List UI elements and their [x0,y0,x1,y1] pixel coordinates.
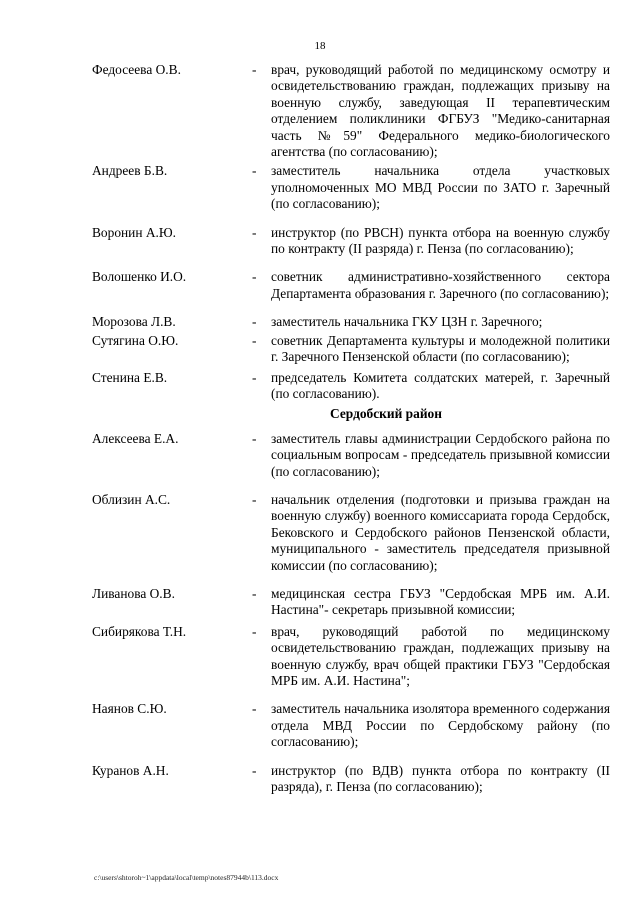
member-role: инструктор (по ВДВ) пункта отбора по контракту (II разряда), г. Пенза (по согласованию); [271,762,610,795]
member-role: председатель Комитета солдатских матерей, г. Заречный (по согласованию). [271,369,610,401]
member-role: врач, руководящий работой по медицинскому освидетельствованию граждан, подлежащих призыву на военную службу, врач общей практики ГБУЗ "Сердобская МРБ им. А.И. Настина"; [271,623,610,688]
entry-dash: - [252,163,257,179]
member-name: Сибирякова Т.Н. [92,623,187,639]
member-name: Сутягина О.Ю. [92,332,179,348]
member-entry [92,314,610,330]
entry-dash: - [252,623,257,639]
member-role: советник административно-хозяйственного сектора Департамента образования г. Заречного (по согласованию); [271,269,610,301]
member-entry [92,701,610,750]
member-name: Наянов С.Ю. [92,701,167,717]
entry-dash: - [252,62,257,77]
member-name: Стенина Е.В. [92,369,168,385]
entry-dash: - [252,369,257,385]
member-name: Морозова Л.В. [92,314,176,330]
member-entry [92,370,610,403]
member-name: Облизин А.С. [92,491,171,507]
member-name: Куранов А.Н. [92,762,169,778]
footer-file-path: c:\users\shtoroh~1\appdata\local\temp\notes87944b\113.docx [94,873,279,882]
entry-dash: - [252,332,257,348]
entry-dash: - [252,430,257,446]
member-role: заместитель начальника ГКУ ЦЗН г. Заречного; [271,314,543,330]
entry-dash: - [252,491,257,507]
member-entry [92,225,610,258]
member-role: врач, руководящий работой по медицинскому осмотру и освидетельствованию граждан, подлежащих призыву на военную службу, заведующая II терапевтическим отделением поликлиники ФГБУЗ "Медико-санитарная часть №59" Федерального медико-биологического агентства (по согласованию); [271,62,610,160]
entry-dash: - [252,701,257,717]
member-name: Андреев Б.В. [92,163,168,179]
member-entry [92,624,610,690]
member-entry [92,586,610,619]
member-role: советник Департамента культуры и молодежной политики г. Заречного Пензенской области (по согласованию); [271,332,610,365]
member-entry [92,269,610,302]
commission-list [92,62,610,795]
member-name: Волошенко И.О. [92,269,187,285]
member-role: начальник отделения (подготовки и призыва граждан на военную службу) военного комиссариата города Сердобск, Бековского и Сердобского районов Пензенской области, муниципального - заместитель председателя призывной комиссии (по согласованию); [271,491,610,573]
zarechny-members [92,62,610,402]
member-role: медицинская сестра ГБУЗ "Сердобская МРБ им. А.И. Настина"- секретарь призывной комиссии; [271,585,610,618]
member-entry [92,62,610,160]
serdobsk-members [92,431,610,796]
entry-dash: - [252,224,257,240]
member-entry [92,492,610,574]
entry-dash: - [252,762,257,778]
entry-dash: - [252,269,257,285]
member-name: Федосеева О.В. [92,62,181,77]
section-heading-serdobsk: Сердобский район [330,406,442,422]
member-role: заместитель главы администрации Сердобского района по социальным вопросам - председатель призывной комиссии (по согласованию); [271,430,610,479]
member-entry [92,163,610,212]
member-name: Воронин А.Ю. [92,224,176,240]
member-entry [92,763,610,796]
member-entry [92,431,610,480]
member-role: заместитель начальника изолятора временного содержания отдела МВД России по Сердобскому району (по согласованию); [271,701,610,750]
member-role: заместитель начальника отдела участковых уполномоченных МО МВД России по ЗАТО г. Заречный (по согласованию); [271,163,610,212]
entry-dash: - [252,314,257,330]
member-entry [92,333,610,366]
page-number: 18 [314,40,326,52]
entry-dash: - [252,585,257,601]
member-role: инструктор (по РВСН) пункта отбора на военную службу по контракту (II разряда) г. Пенза (по согласованию); [271,224,610,257]
member-name: Ливанова О.В. [92,585,175,601]
member-name: Алексеева Е.А. [92,430,179,446]
